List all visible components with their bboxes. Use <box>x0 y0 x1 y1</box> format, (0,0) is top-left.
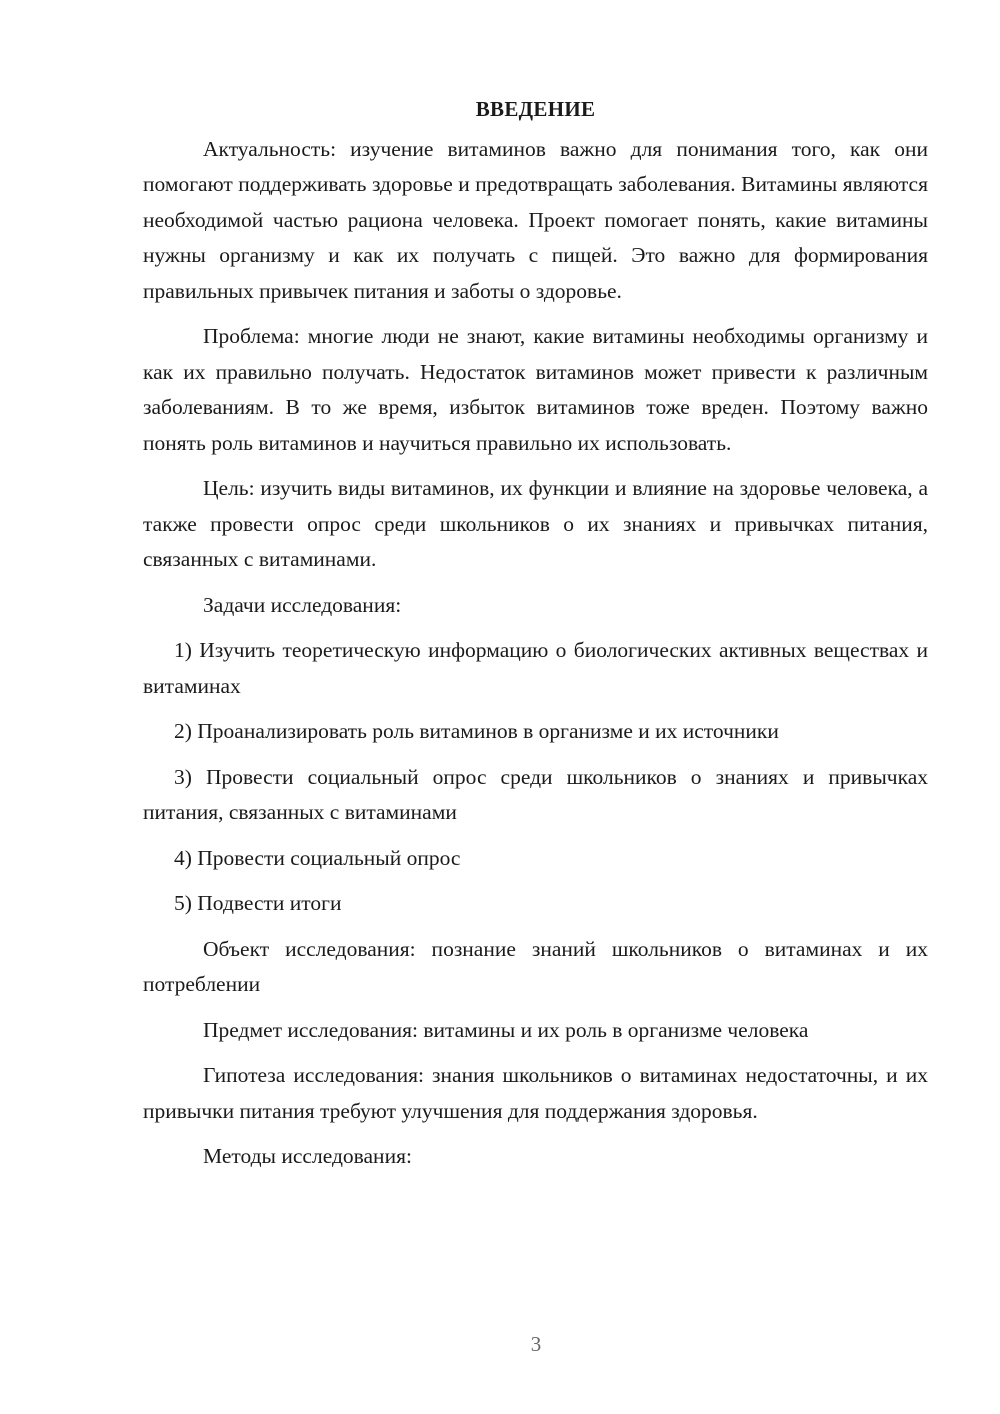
paragraph-subject: Предмет исследования: витамины и их роль в организме человека <box>203 1017 809 1042</box>
task-item-3: 3) Провести социальный опрос среди школьников о знаниях и привычках питания, связанных с витаминами <box>143 764 928 824</box>
page-title: ВВЕДЕНИЕ <box>475 97 596 121</box>
paragraph-relevance: Актуальность: изучение витаминов важно для понимания того, как они помогают поддерживать здоровье и предотвращать заболевания. Витамины являются необходимой частью рациона человека. Проект помогает понять, какие витамины нужны организму и как их получать с пищей. Это важно для формирования правильных привычек питания и заботы о здоровье. <box>143 136 928 303</box>
document-page <box>143 92 928 1185</box>
task-item-5: 5) Подвести итоги <box>174 891 342 915</box>
paragraph-goal: Цель: изучить виды витаминов, их функции и влияние на здоровье человека, а также провести опрос среди школьников о их знаниях и привычках питания, связанных с витаминами. <box>143 476 928 571</box>
task-item-2: 2) Проанализировать роль витаминов в организме и их источники <box>174 719 779 743</box>
paragraph-problem: Проблема: многие люди не знают, какие витамины необходимы организму и как их правильно получать. Недостаток витаминов может привести к различным заболеваниям. В то же время, избыток витаминов тоже вреден. Поэтому важно понять роль витаминов и научиться правильно их использовать. <box>143 324 928 455</box>
paragraph-object: Объект исследования: познание знаний школьников о витаминах и их потреблении <box>143 936 928 996</box>
paragraph-methods: Методы исследования: <box>203 1144 412 1168</box>
task-item-4: 4) Провести социальный опрос <box>174 845 461 870</box>
page-number: 3 <box>530 1332 542 1356</box>
paragraph-tasks-heading: Задачи исследования: <box>203 592 402 617</box>
paragraph-hypothesis: Гипотеза исследования: знания школьников о витаминах недостаточны, и их привычки питания требуют улучшения для поддержания здоровья. <box>143 1063 928 1123</box>
task-item-1: 1) Изучить теоретическую информацию о биологических активных веществах и витаминах <box>143 638 928 698</box>
